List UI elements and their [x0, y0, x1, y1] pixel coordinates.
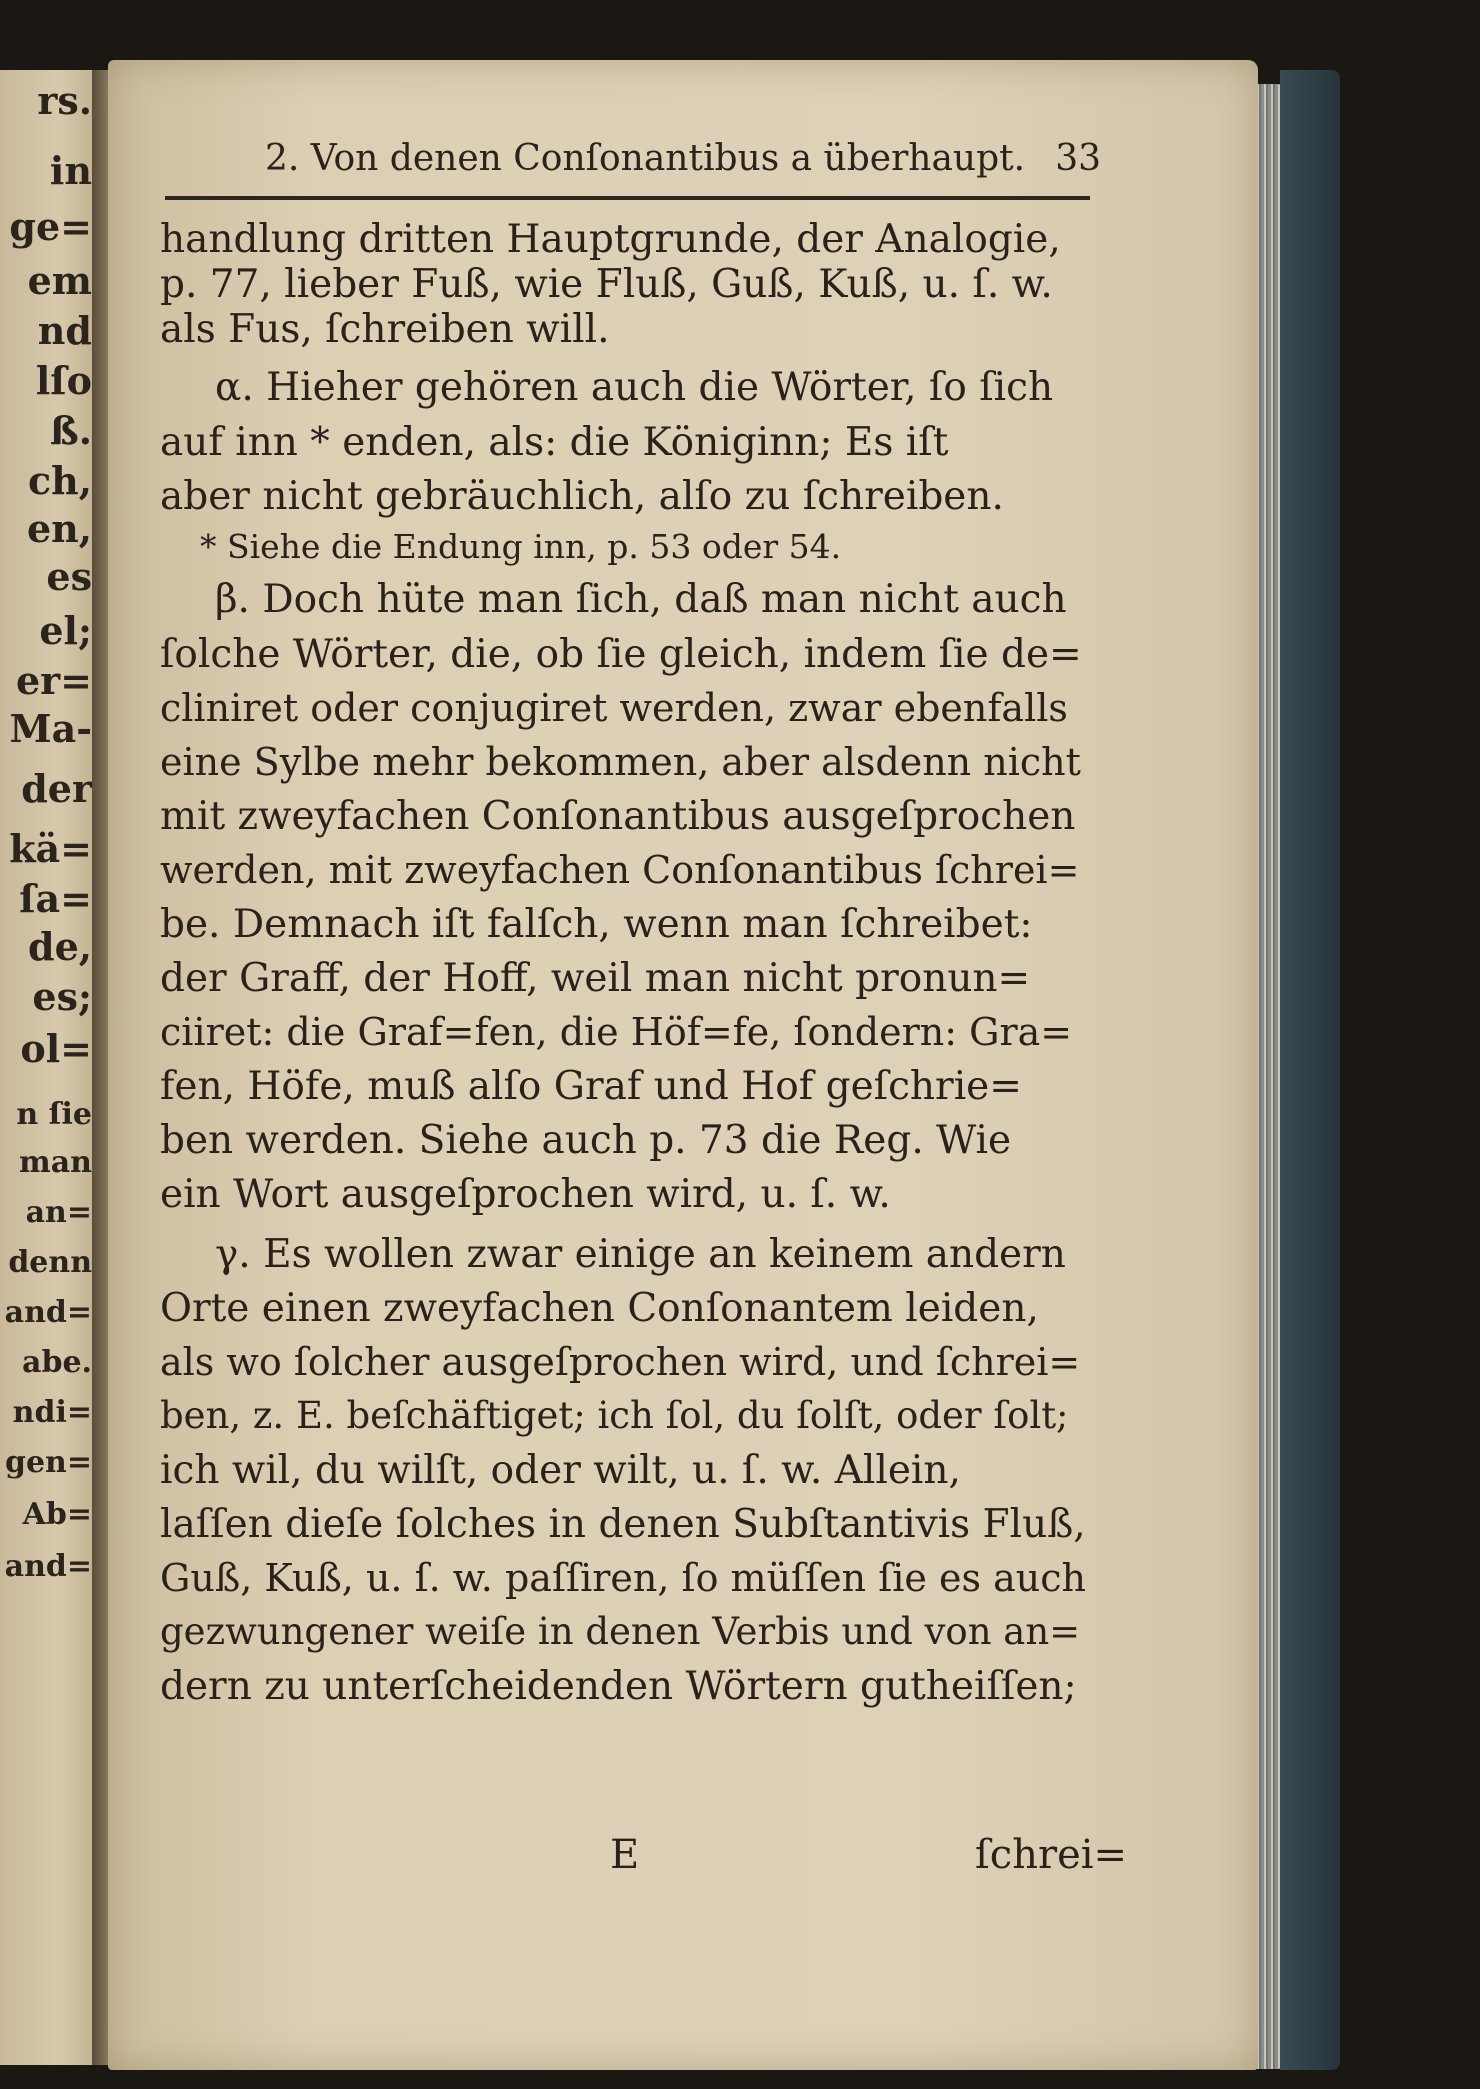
- text-line: p. 77, lieber Fuß, wie Fluß, Guß, Kuß, u. ſ. w.: [160, 262, 1053, 307]
- text-line: als Fus, ſchreiben will.: [160, 307, 610, 352]
- left-page-fragment: rs.: [37, 78, 92, 123]
- left-page-fragment: Ab=: [22, 1497, 92, 1532]
- text-line: ſolche Wörter, die, ob ſie gleich, indem ſie de=: [160, 632, 1082, 677]
- left-page-fragment: denn: [8, 1245, 92, 1280]
- left-page-fragment: and=: [4, 1295, 92, 1330]
- left-page-fragment: nd: [37, 308, 92, 353]
- left-page-fragment: de,: [28, 924, 92, 969]
- left-page-fragment: ſa=: [19, 876, 92, 921]
- text-line: der Graff, der Hoff, weil man nicht pronun=: [160, 956, 1031, 1001]
- header-title: 2. Von denen Conſonantibus a überhaupt.: [265, 138, 1026, 179]
- left-page-fragment: er=: [15, 658, 92, 703]
- left-page-fragment: ndi=: [12, 1395, 92, 1430]
- text-line: ciiret: die Graf=fen, die Höf=fe, ſondern: Gra=: [160, 1010, 1073, 1054]
- text-line: ein Wort ausgeſprochen wird, u. ſ. w.: [160, 1172, 891, 1217]
- previous-page: [0, 70, 100, 2065]
- book-cover-edge: [1280, 70, 1340, 2070]
- left-page-fragment: and=: [4, 1549, 92, 1584]
- left-page-fragment: en,: [26, 506, 92, 551]
- text-line: gezwungener weiſe in denen Verbis und von an=: [160, 1610, 1081, 1653]
- text-line: handlung dritten Hauptgrunde, der Analogie,: [160, 217, 1061, 262]
- left-page-fragment: ch,: [28, 458, 92, 503]
- text-line: * Siehe die Endung inn, p. 53 oder 54.: [200, 527, 842, 566]
- left-page-fragment: man: [19, 1145, 92, 1180]
- text-line: eine Sylbe mehr bekommen, aber alsdenn nicht: [160, 740, 1081, 784]
- text-line: werden, mit zweyfachen Conſonantibus ſchrei=: [160, 848, 1080, 892]
- catchword: ſchrei=: [975, 1832, 1128, 1878]
- left-page-fragment: es;: [32, 974, 92, 1019]
- text-line: ben, z. E. beſchäftiget; ich ſol, du ſolſt, oder ſolt;: [160, 1394, 1069, 1437]
- left-page-fragment: ß.: [49, 408, 92, 453]
- left-page-fragment: n ſie: [16, 1097, 92, 1132]
- text-line: als wo ſolcher ausgeſprochen wird, und ſchrei=: [160, 1340, 1081, 1384]
- text-line: Orte einen zweyfachen Conſonantem leiden,: [160, 1286, 1039, 1331]
- left-page-fragment: Ma-: [9, 706, 92, 751]
- text-line: Guß, Kuß, u. ſ. w. paſſiren, ſo müſſen ſie es auch: [160, 1556, 1086, 1600]
- page-number: 33: [1055, 138, 1101, 179]
- text-line: ich wil, du wilſt, oder wilt, u. ſ. w. Allein,: [160, 1448, 961, 1493]
- left-page-fragment: ge=: [9, 204, 92, 249]
- text-line: auf inn * enden, als: die Königinn; Es iſt: [160, 420, 949, 465]
- left-page-fragment: abe.: [22, 1345, 92, 1380]
- left-page-fragment: gen=: [4, 1445, 92, 1480]
- text-line: β. Doch hüte man ſich, daß man nicht auch: [215, 577, 1067, 622]
- left-page-fragment: em: [27, 258, 92, 303]
- left-page-fragment: der: [21, 766, 92, 811]
- text-line: fen, Höfe, muß alſo Graf und Hof geſchrie=: [160, 1064, 1022, 1109]
- left-page-fragment: in: [49, 148, 92, 193]
- running-header: [265, 138, 1101, 190]
- text-line: dern zu unterſcheidenden Wörtern gutheiſſen;: [160, 1664, 1077, 1709]
- text-line: laſſen dieſe ſolches in denen Subſtantivis Fluß,: [160, 1502, 1086, 1547]
- text-line: cliniret oder conjugiret werden, zwar ebenfalls: [160, 686, 1068, 730]
- text-line: be. Demnach iſt falſch, wenn man ſchreibet:: [160, 902, 1033, 947]
- left-page-fragment: kä=: [9, 826, 92, 871]
- text-line: γ. Es wollen zwar einige an keinem andern: [215, 1232, 1066, 1277]
- left-page-fragment: es: [46, 554, 92, 599]
- left-page-fragment: an=: [25, 1195, 92, 1230]
- text-line: ben werden. Siehe auch p. 73 die Reg. Wie: [160, 1118, 1012, 1163]
- left-page-fragment: ol=: [20, 1026, 92, 1071]
- header-rule: [165, 196, 1090, 200]
- signature-mark: E: [610, 1832, 640, 1878]
- left-page-fragment: el;: [39, 608, 92, 653]
- text-line: aber nicht gebräuchlich, alſo zu ſchreiben.: [160, 474, 1004, 519]
- text-line: mit zweyfachen Conſonantibus ausgeſprochen: [160, 794, 1076, 839]
- left-page-fragment: lſo: [35, 358, 92, 403]
- text-line: α. Hieher gehören auch die Wörter, ſo ſich: [215, 365, 1054, 410]
